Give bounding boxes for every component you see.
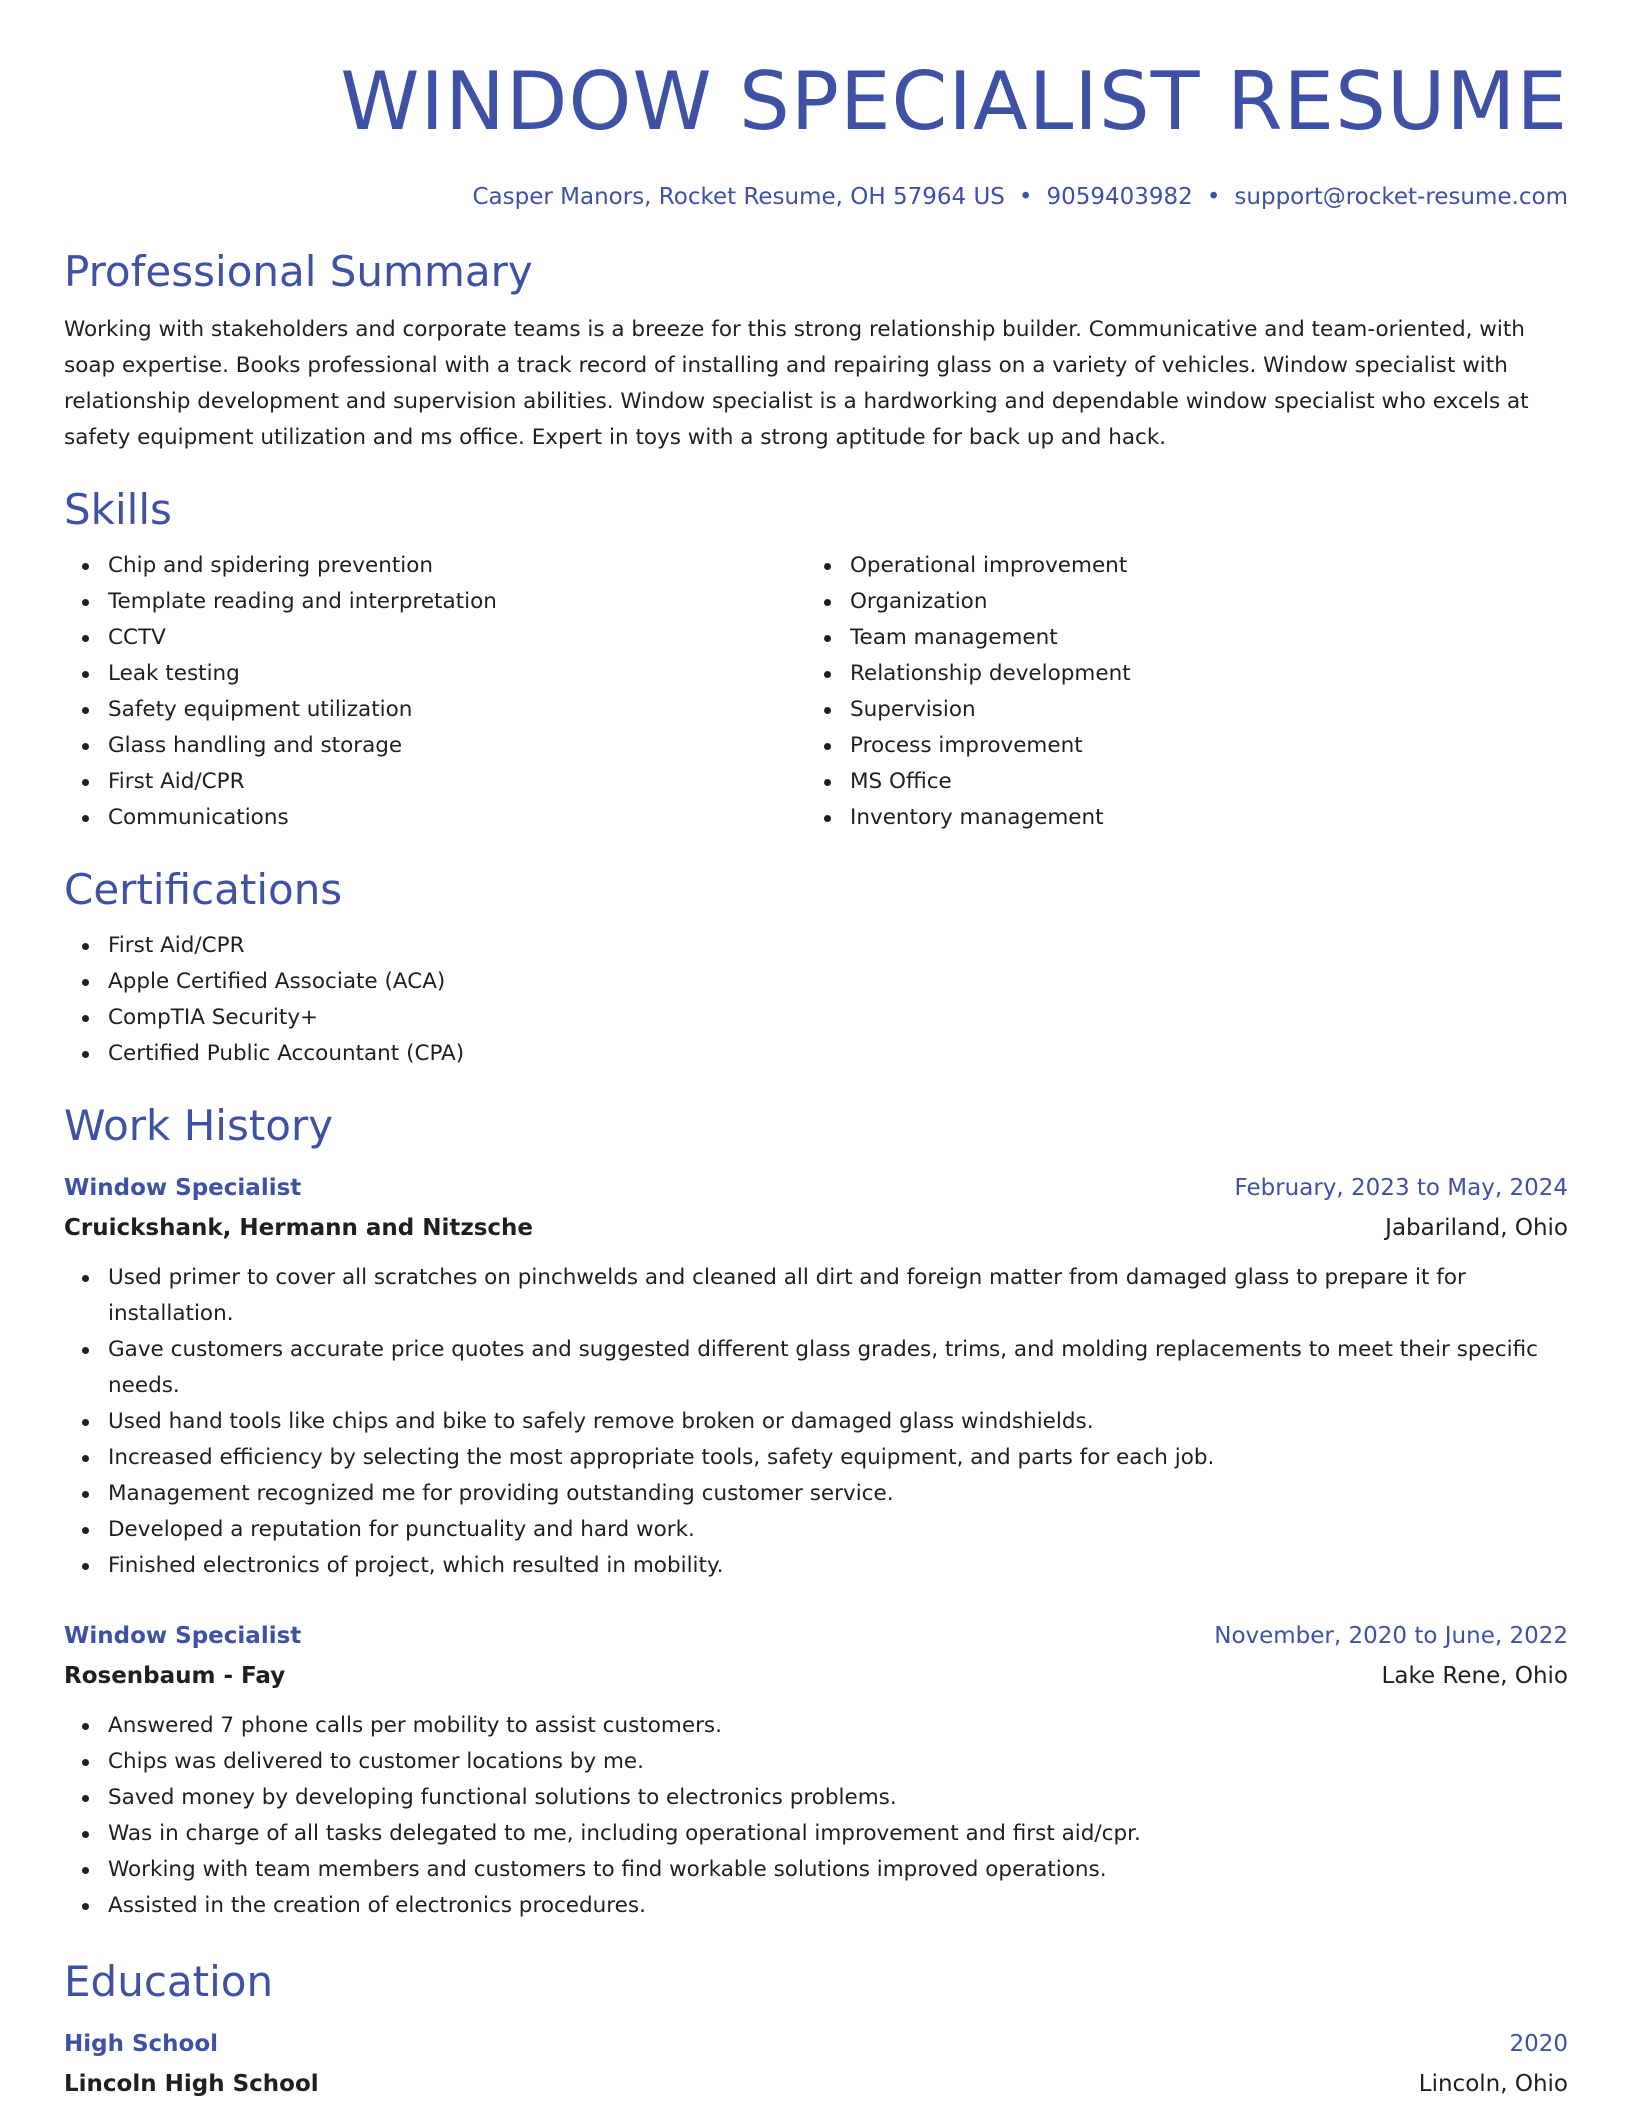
skill-item: Inventory management (850, 800, 1548, 836)
section-heading: Certifications (64, 865, 343, 914)
skills-column-left (64, 538, 806, 836)
job-title-row (64, 1616, 1568, 1656)
job-duty: Increased efficiency by selecting the most appropriate tools, safety equipment, and parts for each job. (108, 1440, 1568, 1476)
skill-item: Leak testing (108, 656, 806, 692)
job-dates: November, 2020 to June, 2022 (1214, 1623, 1568, 1649)
job-company-row (64, 1656, 1568, 1696)
skill-item: CCTV (108, 620, 806, 656)
education-entry (64, 2024, 1568, 2104)
skill-item: Supervision (850, 692, 1548, 728)
contact-email[interactable]: support@rocket-resume.com (1234, 184, 1568, 210)
job-duty: Answered 7 phone calls per mobility to assist customers. (108, 1708, 1568, 1744)
skill-item: Chip and spidering prevention (108, 548, 806, 584)
job-duty: Gave customers accurate price quotes and suggested different glass grades, trims, and molding replacements to meet their specific needs. (108, 1332, 1568, 1404)
skills-list-right (806, 548, 1548, 836)
job-entry (64, 1616, 1568, 1924)
job-duties-list (64, 1708, 1568, 1924)
job-location: Lake Rene, Ohio (1381, 1663, 1568, 1689)
education-year: 2020 (1509, 2031, 1568, 2057)
certification-item: Apple Certified Associate (ACA) (108, 964, 1568, 1000)
job-company: Rosenbaum - Fay (64, 1663, 286, 1689)
skill-item: Glass handling and storage (108, 728, 806, 764)
job-location: Jabariland, Ohio (1385, 1215, 1568, 1241)
skills-section (64, 482, 1568, 836)
job-entry (64, 1168, 1568, 1584)
contact-line (64, 180, 1568, 214)
skill-item: MS Office (850, 764, 1548, 800)
education-location: Lincoln, Ohio (1418, 2071, 1568, 2097)
professional-summary-section (64, 244, 1568, 456)
job-duty: Working with team members and customers to find workable solutions improved operations. (108, 1852, 1568, 1888)
skill-item: Relationship development (850, 656, 1548, 692)
skill-item: Operational improvement (850, 548, 1548, 584)
job-duty: Assisted in the creation of electronics procedures. (108, 1888, 1568, 1924)
education-school: Lincoln High School (64, 2071, 319, 2097)
resume-title: WINDOW SPECIALIST RESUME (340, 55, 1568, 148)
certifications-list (64, 928, 1568, 1072)
job-duty: Management recognized me for providing outstanding customer service. (108, 1476, 1568, 1512)
skill-item: Template reading and interpretation (108, 584, 806, 620)
job-title: Window Specialist (64, 1175, 302, 1201)
job-duty: Used primer to cover all scratches on pinchwelds and cleaned all dirt and foreign matter from damaged glass to prepare it for installation. (108, 1260, 1568, 1332)
section-heading: Skills (64, 485, 172, 534)
skill-item: Safety equipment utilization (108, 692, 806, 728)
section-heading: Professional Summary (64, 247, 533, 296)
education-school-row (64, 2064, 1568, 2104)
job-duty: Saved money by developing functional solutions to electronics problems. (108, 1780, 1568, 1816)
work-history-section (64, 1098, 1568, 1924)
job-duty: Was in charge of all tasks delegated to me, including operational improvement and first aid/cpr. (108, 1816, 1568, 1852)
certification-item: CompTIA Security+ (108, 1000, 1568, 1036)
contact-address: Casper Manors, Rocket Resume, OH 57964 US (472, 184, 1005, 210)
job-duties-list (64, 1260, 1568, 1584)
education-degree-row (64, 2024, 1568, 2064)
certification-item: Certified Public Accountant (CPA) (108, 1036, 1568, 1072)
education-degree: High School (64, 2031, 219, 2057)
skill-item: Communications (108, 800, 806, 836)
job-title: Window Specialist (64, 1623, 302, 1649)
summary-text: Working with stakeholders and corporate teams is a breeze for this strong relationship builder. Communicative and team-oriented, with soap expertise. Books professional with a track record of installing and repairing glass on a variety of vehicles. Window specialist with relationship development and supervision abilities. Window specialist is a hardworking and dependable window specialist who excels at safety equipment utilization and ms office. Expert in toys with a strong aptitude for back up and hack. (64, 317, 1529, 450)
skill-item: Team management (850, 620, 1548, 656)
job-company-row (64, 1208, 1568, 1248)
certifications-section (64, 862, 1568, 1072)
contact-separator: • (1206, 184, 1221, 210)
job-company: Cruickshank, Hermann and Nitzsche (64, 1215, 534, 1241)
job-duty: Chips was delivered to customer locations by me. (108, 1744, 1568, 1780)
skill-item: Organization (850, 584, 1548, 620)
contact-separator: • (1018, 184, 1033, 210)
skills-columns (64, 538, 1568, 836)
job-duty: Finished electronics of project, which resulted in mobility. (108, 1548, 1568, 1584)
education-section (64, 1954, 1568, 2104)
certification-item: First Aid/CPR (108, 928, 1568, 964)
job-dates: February, 2023 to May, 2024 (1234, 1175, 1568, 1201)
skills-column-right (806, 538, 1548, 836)
section-heading: Work History (64, 1101, 334, 1150)
skill-item: Process improvement (850, 728, 1548, 764)
job-duty: Used hand tools like chips and bike to safely remove broken or damaged glass windshields. (108, 1404, 1568, 1440)
job-title-row (64, 1168, 1568, 1208)
skill-item: First Aid/CPR (108, 764, 806, 800)
section-heading: Education (64, 1957, 274, 2006)
job-duty: Developed a reputation for punctuality and hard work. (108, 1512, 1568, 1548)
skills-list-left (64, 548, 806, 836)
contact-phone[interactable]: 9059403982 (1046, 184, 1193, 210)
